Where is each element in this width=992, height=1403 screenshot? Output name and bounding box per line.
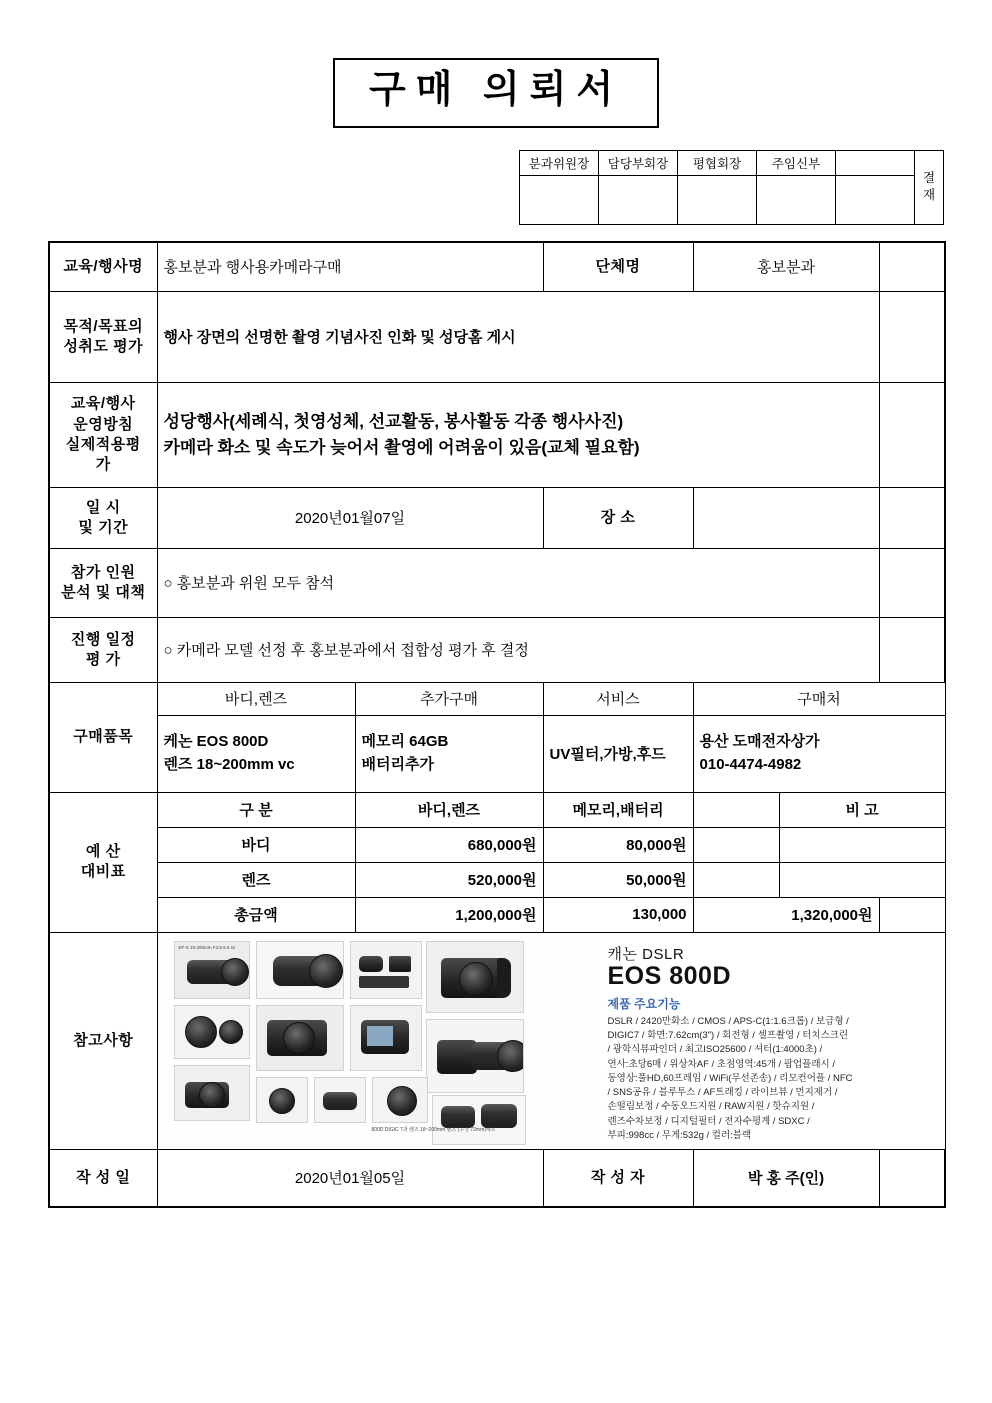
budget-header-3: [693, 792, 779, 827]
budget-row-0-note[interactable]: [779, 827, 945, 862]
title-area: [0, 0, 992, 128]
product-brand: 캐논 DSLR: [607, 945, 685, 963]
collage-photo-camera-side: [426, 1019, 524, 1093]
budget-row-2-extra[interactable]: 1,320,000원: [693, 897, 879, 932]
spec-line-5: / SNS공유 / 블루투스 / AF트래킹 / 라이브뷰 / 먼지제거 /: [607, 1087, 838, 1099]
approval-header-4: [836, 150, 915, 175]
reference-content: [157, 932, 945, 1149]
collage-photo-camera-back: [350, 1005, 422, 1071]
budget-row-2-div: 총금액: [157, 897, 355, 932]
place-value[interactable]: [693, 487, 879, 548]
budget-row-2-note[interactable]: [879, 897, 945, 932]
items-header-3: 구매처: [693, 682, 945, 715]
approval-header-3: 주임신부: [757, 150, 836, 175]
spec-lines: [608, 1015, 929, 1143]
row-purpose: [49, 291, 945, 382]
spec-line-8: 부피:998cc / 무게:532g / 컬러:블랙: [607, 1129, 752, 1141]
items-value-0-line2: 렌즈 18~200mm vc: [163, 755, 295, 773]
row-items-values: [49, 715, 945, 792]
approval-value-1[interactable]: [599, 175, 678, 224]
schedule-label: 진행 일정 평 가: [49, 617, 157, 682]
main-form-area: [0, 225, 992, 1208]
spec-line-1: DIGIC7 / 화면:7.62cm(3") / 회전형 / 셀프촬영 / 터치스크린: [607, 1030, 849, 1042]
place-label: 장 소: [543, 487, 693, 548]
budget-row-2-body-lens[interactable]: 1,200,000원: [355, 897, 543, 932]
row3-blank: [879, 382, 945, 487]
main-form-table: [48, 241, 946, 1208]
purpose-value[interactable]: 행사 장면의 선명한 촬영 기념사진 인화 및 성당홈 게시: [157, 291, 879, 382]
writer-label: 작 성 자: [543, 1149, 693, 1207]
items-value-0-line1: 케논 EOS 800D: [163, 733, 269, 751]
budget-row-0-body-lens[interactable]: 680,000원: [355, 827, 543, 862]
collage-photo-camera-front: [426, 941, 524, 1013]
attend-label: 참가 인원 분석 및 대책: [49, 548, 157, 617]
spec-line-3: 연사:초당6매 / 위상차AF / 초점영역:45개 / 팝업플래시 /: [607, 1058, 835, 1070]
write-date-label: 작 성 일: [49, 1149, 157, 1207]
spec-subhead: 제품 주요기능: [607, 996, 681, 1011]
budget-header-1: 바디,렌즈: [355, 792, 543, 827]
budget-header-4: 비 고: [779, 792, 945, 827]
reference-inner: [164, 935, 939, 1147]
budget-row-1-div: 렌즈: [157, 862, 355, 897]
writer-value[interactable]: 박 홍 주(인): [693, 1149, 879, 1207]
policy-label: 교육/행사 운영방침 실제적용평 가: [49, 382, 157, 487]
items-value-1-line1: 메모리 64GB: [361, 733, 449, 751]
org-value[interactable]: 홍보분과: [693, 242, 879, 292]
row-schedule: [49, 617, 945, 682]
items-header-2: 서비스: [543, 682, 693, 715]
approval-value-2[interactable]: [678, 175, 757, 224]
row1-blank: [879, 242, 945, 292]
org-label: 단체명: [543, 242, 693, 292]
budget-row-0-extra[interactable]: [693, 827, 779, 862]
document-title: 구매 의뢰서: [333, 58, 659, 128]
purpose-label: 목적/목표의 성취도 평가: [49, 291, 157, 382]
policy-value[interactable]: [157, 382, 879, 487]
approval-value-row: [520, 175, 944, 224]
budget-row-total: [49, 897, 945, 932]
budget-row-0-div: 바디: [157, 827, 355, 862]
row-items-header: [49, 682, 945, 715]
row5-blank: [879, 548, 945, 617]
items-label: 구매품목: [49, 682, 157, 792]
row4-blank: [879, 487, 945, 548]
approval-header-1: 담당부회장: [599, 150, 678, 175]
row-date-place: [49, 487, 945, 548]
items-header-0: 바디,렌즈: [157, 682, 355, 715]
event-name-label: 교육/행사명: [49, 242, 157, 292]
items-value-0[interactable]: [157, 715, 355, 792]
product-model: EOS 800D: [607, 961, 732, 990]
collage-photo-camera-angle: [256, 1005, 344, 1071]
policy-value-line1: 성당행사(세례식, 첫영성체, 선교활동, 봉사활동 각종 행사사진): [163, 412, 624, 432]
items-value-3-line1: 용산 도매전자상가: [699, 733, 820, 751]
collage-caption: 800D DIGIC 7과 렌즈 18~200mm 렌즈 (구경 72mm)세트: [371, 1126, 496, 1133]
approval-value-4[interactable]: [836, 175, 915, 224]
approval-header-2: 평협회장: [678, 150, 757, 175]
policy-value-line2: 카메라 화소 및 속도가 늦어서 촬영에 어려움이 있음(교체 필요함): [163, 437, 640, 457]
budget-row-1-note[interactable]: [779, 862, 945, 897]
date-value[interactable]: 2020년01월07일: [157, 487, 543, 548]
approval-header-row: [520, 150, 944, 175]
budget-header-2: 메모리,배터리: [543, 792, 693, 827]
items-value-1[interactable]: [355, 715, 543, 792]
budget-row-2-memory-battery[interactable]: 130,000: [543, 897, 693, 932]
product-collage-image: [164, 935, 594, 1147]
row2-blank: [879, 291, 945, 382]
approval-value-3[interactable]: [757, 175, 836, 224]
budget-row-1-body-lens[interactable]: 520,000원: [355, 862, 543, 897]
items-value-1-line2: 배터리추가: [361, 755, 434, 773]
collage-photo-lens-pair: [432, 1095, 526, 1145]
row-policy: [49, 382, 945, 487]
items-header-1: 추가구매: [355, 682, 543, 715]
budget-row: [49, 862, 945, 897]
date-label: 일 시 및 기간: [49, 487, 157, 548]
spec-line-6: 손떨림보정 / 수동오드지원 / RAW지원 / 핫슈지원 /: [607, 1101, 815, 1113]
row-budget-header: [49, 792, 945, 827]
approval-table: [519, 150, 944, 225]
row6-blank: [879, 617, 945, 682]
reference-label: 참고사항: [49, 932, 157, 1149]
footer-blank: [879, 1149, 945, 1207]
collage-photo-lens-small-1: [256, 1077, 308, 1123]
product-spec-panel: [594, 935, 939, 1147]
collage-photo-lens-hand: [256, 941, 344, 999]
collage-photo-accessories: [350, 941, 422, 999]
items-value-3-line2: 010-4474-4982: [699, 755, 802, 773]
row-reference: [49, 932, 945, 1149]
row-attendees: [49, 548, 945, 617]
attend-value[interactable]: ○ 홍보분과 위원 모두 참석: [157, 548, 879, 617]
budget-label: 예 산 대비표: [49, 792, 157, 932]
write-date-value[interactable]: 2020년01월05일: [157, 1149, 543, 1207]
collage-photo-lens-cap: [174, 1005, 250, 1059]
collage-photo-camera-top: [174, 1065, 250, 1121]
items-value-2[interactable]: UV필터,가방,후드: [543, 715, 693, 792]
items-value-3[interactable]: [693, 715, 945, 792]
budget-row-0-memory-battery[interactable]: 80,000원: [543, 827, 693, 862]
row-event-name: [49, 242, 945, 292]
budget-row-1-extra[interactable]: [693, 862, 779, 897]
approval-seal-label: 결 재: [915, 150, 944, 224]
budget-header-0: 구 분: [157, 792, 355, 827]
collage-photo-lens-small-3: [372, 1077, 428, 1123]
spec-line-7: 렌즈수차보정 / 디지털필터 / 전자수평계 / SDXC /: [607, 1115, 810, 1127]
event-name-value[interactable]: 홍보분과 행사용카메라구매: [157, 242, 543, 292]
collage-photo-lens-wide: EF-S 18-200mm F3.5-5.6 IS: [174, 941, 250, 999]
approval-header-0: 분과위원장: [520, 150, 599, 175]
spec-line-0: DSLR / 2420만화소 / CMOS / APS-C(1:1.6크롭) / 보급형 /: [607, 1015, 849, 1027]
row-footer: [49, 1149, 945, 1207]
approval-block: [0, 150, 992, 225]
spec-line-4: 동영상:풀HD,60프레임 / WiFi(무선존송) / 리모컨어플 / NFC: [607, 1072, 853, 1084]
approval-value-0[interactable]: [520, 175, 599, 224]
collage-photo-lens-small-2: [314, 1077, 366, 1123]
budget-row-1-memory-battery[interactable]: 50,000원: [543, 862, 693, 897]
schedule-value[interactable]: ○ 카메라 모델 선정 후 홍보분과에서 접합성 평가 후 결정: [157, 617, 879, 682]
budget-row: [49, 827, 945, 862]
spec-line-2: / 광학식뷰파인더 / 최고ISO25600 / 셔터(1:4000초) /: [607, 1044, 823, 1056]
